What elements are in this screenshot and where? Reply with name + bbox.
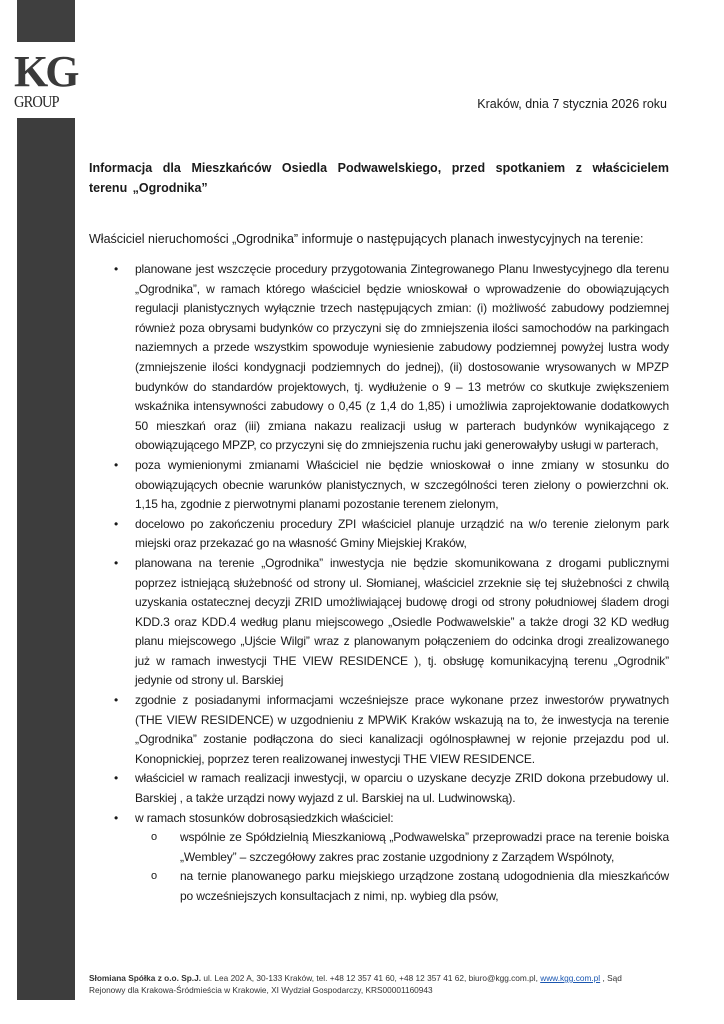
bullet-icon: • <box>114 457 119 472</box>
logo-kg: KG <box>14 47 77 96</box>
list-item <box>89 691 669 769</box>
footer-address: ul. Lea 202 A, 30-133 Kraków, tel. +48 12 357 41 60, +48 12 357 41 62, biuro@kgg.com.pl, <box>201 973 541 983</box>
list-item-text: właściciel w ramach realizacji inwestycji, w oparciu o uzyskane decyzje ZRID dokona przebudowy ul. Barskiej , a także urządzi nowy wyjazd z ul. Barskiej na ul. Ludwinowską). <box>135 771 669 806</box>
list-item <box>89 456 669 515</box>
document-title: Informacja dla Mieszkańców Osiedla Podwawelskiego, przed spotkaniem z właścicielem terenu „Ogrodnika” <box>89 161 669 195</box>
footer <box>89 972 649 996</box>
bullet-icon: • <box>114 810 119 825</box>
bullet-icon: • <box>114 262 119 276</box>
list-item-text: w ramach stosunków dobrosąsiedzkich właściciel: <box>135 810 394 825</box>
list-item <box>89 809 669 907</box>
list-item-text: zgodnie z posiadanymi informacjami wcześniejsze prace wykonane przez inwestorów prywatnych (THE VIEW RESIDENCE) w uzgodnieniu z MPWiK Kraków wskazują na to, że inwestycja na terenie „Ogrodnika” zostanie podłączona do sieci kanalizacji ogólnospławnej w rejonie przejazdu pod ul. Konopnickiej, poprzez teren realizowanej inwestycji THE VIEW RESIDENCE. <box>135 693 669 766</box>
letterhead-bar <box>17 118 75 1000</box>
list-item-text: poza wymienionymi zmianami Właściciel nie będzie wnioskował o inne zmiany w stosunku do obowiązujących obecnie warunków planistycznych, w szczególności teren zielony o powierzchni ok. 1,15 ha, zgodnie z pierwotnymi planami pozostanie terenem zielonym, <box>135 457 669 512</box>
bullet-icon: • <box>114 771 119 786</box>
sub-list-item <box>135 828 669 867</box>
list-item-text: planowana na terenie „Ogrodnika” inwestycja nie będzie skomunikowana z drogami publicznymi poprzez istniejącą służebność od strony ul. Słomianej, właściciel zrzeknie się tej służebności z chwilą uzyskania ostatecznej decyzji ZRID umożliwiającej budowę drogi od strony południowej śladem drogi KDD.3 oraz KDD.4 według planu miejscowego „Osiedle Podwawelskie” a także drogi 32 KD według planu miejscowego „Ujście Wilgi” wraz z planowanym połączeniem do odcinka drogi zrealizowanego już w ramach inwestycji THE VIEW RESIDENCE ), tj. obsługę komunikacyjną terenu „Ogrodnik” jedynie od strony ul. Barskiej <box>135 555 669 688</box>
list-item <box>89 554 669 691</box>
footer-company: Słomiana Spółka z o.o. Sp.J. <box>89 973 202 983</box>
list-item <box>89 260 669 456</box>
sub-list <box>135 828 669 906</box>
sub-list-item-text: na ternie planowanego parku miejskiego urządzone zostaną udogodnienia dla mieszkańców po wcześniejszych konsultacjach z nimi, np. wybieg dla psów, <box>180 869 669 903</box>
bullet-list <box>89 260 669 907</box>
list-item-text: planowane jest wszczęcie procedury przygotowania Zintegrowanego Planu Inwestycyjnego dla terenu „Ogrodnika”, w ramach którego właściciel będzie wnioskował o wprowadzenie do obowiązujących regulacji planistycznych wyłącznie trzech następujących zmian: (i) możliwość zabudowy podziemnej również poza obrysami budynków co przyczyni się do zmniejszenia ilości samochodów na parkingach naziemnych a przede wszystkim spowoduje wyniesienie zabudowy podziemnej powyżej lustra wody (zmniejszenie ilości kondygnacji podziemnych do jednej), (ii) dostosowanie wrysowanych w MPZP budynków do standardów projektowych, tj. wydłużenie o 9 – 13 metrów co skutkuje zwiększeniem wskaźnika intensywności zabudowy o 0,45 (z 1,4 do 1,85) i umożliwia zaprojektowanie dodatkowych 50 mieszkań oraz (iii) zmiana nakazu realizacji usług w parterach budynków wynikającego z obowiązującego MPZP, co przyczyni się do zmniejszenia ruchu jaki generowałyby usługi w parterach, <box>135 262 669 453</box>
sub-list-item <box>135 867 669 906</box>
list-item <box>89 769 669 808</box>
letterhead-bar-top <box>17 0 75 42</box>
intro-paragraph: Właściciel nieruchomości „Ogrodnika” informuje o następujących planach inwestycyjnych na terenie: <box>89 232 644 246</box>
bullet-icon: • <box>114 516 119 531</box>
footer-court: , Sąd Rejonowy dla Krakowa-Śródmieścia w Krakowie, XI Wydział Gospodarczy, KRS00001160943 <box>89 973 622 995</box>
website-link[interactable]: www.kgg.com.pl <box>540 973 601 983</box>
kg-group-logo <box>14 47 77 118</box>
bullet-icon: • <box>114 693 119 708</box>
circle-bullet-icon: o <box>151 831 157 844</box>
date-line: Kraków, dnia 7 stycznia 2026 roku <box>477 97 667 111</box>
bullet-icon: • <box>114 555 119 570</box>
sub-list-item-text: wspólnie ze Spółdzielnią Mieszkaniową „Podwawelska” przeprowadzi prace na terenie boiska „Wembley” – szczegółowy zakres prac zostanie uzgodniony z Zarządem Wspólnoty, <box>180 830 669 864</box>
list-item <box>89 515 669 554</box>
list-item-text: docelowo po zakończeniu procedury ZPI właściciel planuje urządzić na w/o terenie zielonym park miejski oraz przekazać go na własność Gminy Miejskiej Kraków, <box>135 516 669 551</box>
circle-bullet-icon: o <box>151 870 157 883</box>
logo-group: GROUP <box>14 92 59 111</box>
